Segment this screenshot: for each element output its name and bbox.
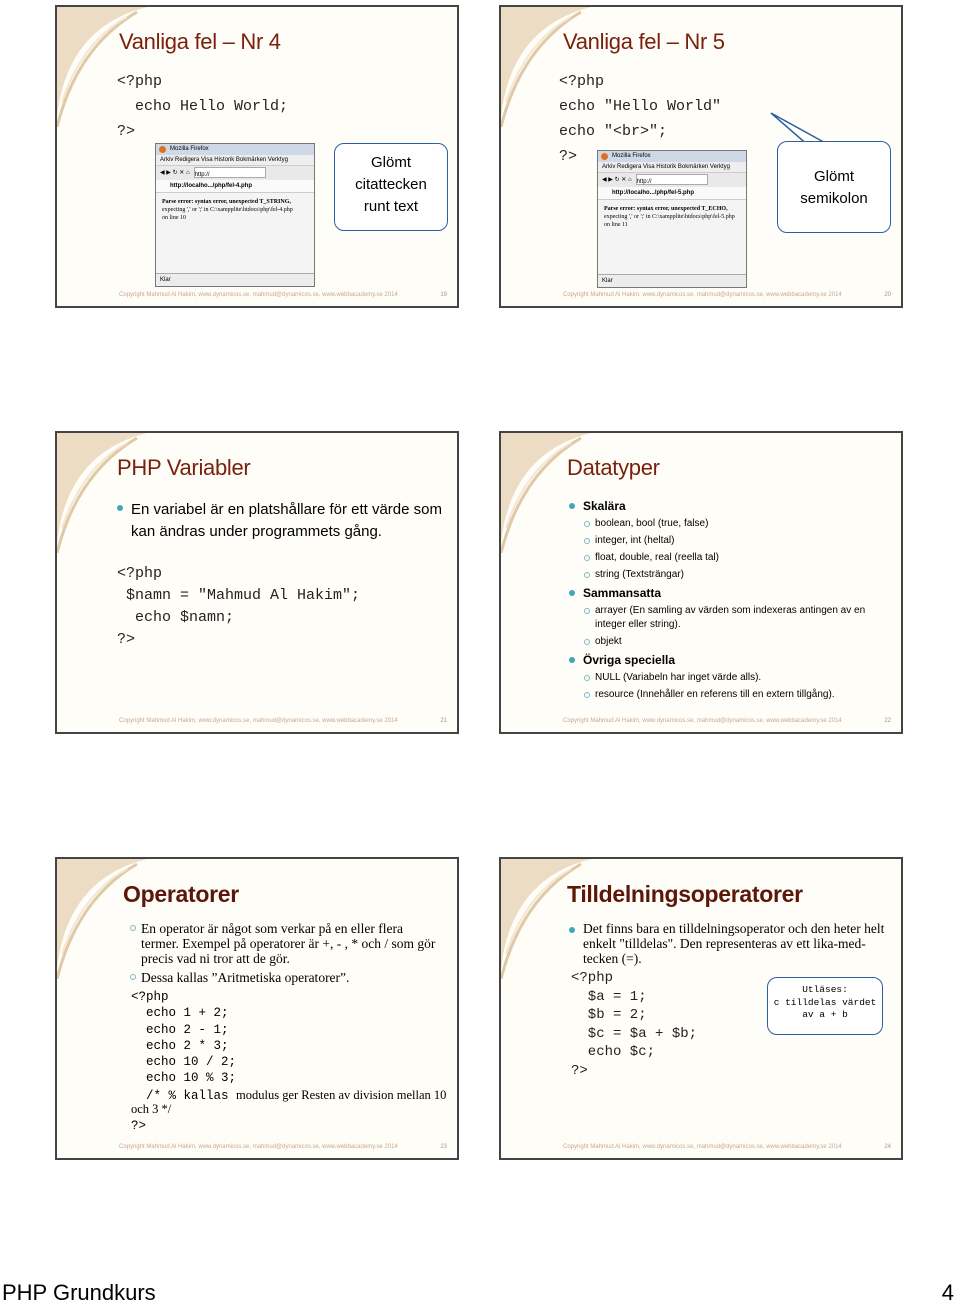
footer: Copyright Mahmud Al Hakim, www.dynamicos.se, mahmud@dynamicos.se, www.webbacademy.se 2014 [119,292,398,298]
callout: Utläses: c tilldelas värdet av a + b [767,977,883,1035]
slide-24 [499,857,903,1160]
bullet-list [131,499,451,543]
slide-number: 21 [440,718,447,724]
firefox-icon [601,153,608,160]
code-block: <?php echo Hello World; ?> [117,73,289,140]
footer: Copyright Mahmud Al Hakim, www.dynamicos.se, mahmud@dynamicos.se, www.webbacademy.se 2014 [119,718,398,724]
slide-number: 19 [440,292,447,298]
footer: Copyright Mahmud Al Hakim, www.dynamicos.se, mahmud@dynamicos.se, www.webbacademy.se 2014 [563,718,842,724]
list-item: boolean, bool (true, false) [595,517,883,531]
slide-number: 23 [440,1144,447,1150]
code-block: <?php echo 1 + 2; echo 2 - 1; echo 2 * 3; echo 10 / 2; echo 10 % 3; /* % kallas modulus ger Resten av division mellan 10 och 3 */ ?> [131,990,447,1133]
error-message: Parse error: syntax error, unexpected T_STRING, expecting ',' or ';' in C:\xampplite\htdocs\php\fel-4.php on line 10 [162,199,293,221]
url-field: http:// [636,174,708,185]
datatype-list [583,497,883,702]
group-heading: Sammansatta [583,584,883,602]
callout: Glömt citattecken runt text [334,143,448,231]
code-block: <?php $namn = "Mahmud Al Hakim"; echo $namn; ?> [117,565,361,648]
list-item: integer, int (heltal) [595,534,883,548]
list-item: float, double, real (reella tal) [595,551,883,565]
list-item: En variabel är en platshållare för ett värde som kan ändras under programmets gång. [131,499,451,543]
browser-screenshot: Mozilla Firefox Arkiv Redigera Visa Historik Bokmärken Verktyg ◀ ▶ ↻ ✕ ⌂ http:// http://localho.../php/fel-4.php Parse error: syntax error, unexpected T_STRING, expecting ',' or ';' in C:\xampplite\htdocs\php\fel-4.php on line 10 Klar [155,143,315,287]
slide-19 [55,5,459,308]
group-heading: Övriga speciella [583,651,883,669]
page-number: 4 [941,1280,954,1305]
slide-20 [499,5,903,308]
list-item: NULL (Variabeln har inget värde alls). [595,671,883,685]
slide-21 [55,431,459,734]
slide-title: Vanliga fel – Nr 5 [563,29,725,54]
footer: Copyright Mahmud Al Hakim, www.dynamicos.se, mahmud@dynamicos.se, www.webbacademy.se 2014 [563,1144,842,1150]
slide-title: Operatorer [123,881,239,907]
code-block: <?php echo "Hello World" echo "<br>"; ?> [559,73,722,165]
swirl-decoration-icon [501,859,591,979]
document-title: PHP Grundkurs [2,1280,156,1305]
list-item: arrayer (En samling av värden som indexeras antingen av en integer eller string). [595,604,883,632]
slide-title: PHP Variabler [117,455,251,480]
error-message: Parse error: syntax error, unexpected T_ECHO, expecting ',' or ';' in C:\xampplite\htdocs\php\fel-5.php on line 11 [604,206,735,228]
slide-number: 24 [884,1144,891,1150]
list-item: objekt [595,635,883,649]
url-field: http:// [194,167,266,178]
bullet-list [583,921,889,966]
nav-arrows-icon: ◀ ▶ ↻ ✕ ⌂ [160,170,190,176]
slide-22 [499,431,903,734]
list-item: string (Textsträngar) [595,568,883,582]
swirl-decoration-icon [57,859,147,979]
callout: Glömt semikolon [777,141,891,233]
slide-title: Tilldelningsoperatorer [567,881,803,907]
list-item: resource (Innehåller en referens till en extern tillgång). [595,688,883,702]
footer: Copyright Mahmud Al Hakim, www.dynamicos.se, mahmud@dynamicos.se, www.webbacademy.se 2014 [119,1144,398,1150]
slide-title: Vanliga fel – Nr 4 [119,29,281,54]
slide-23 [55,857,459,1160]
list-item: Det finns bara en tilldelningsoperator och den heter helt enkelt "tilldelas". Den representeras av ett lika-med-tecken (=). [583,921,889,966]
group-heading: Skalära [583,497,883,515]
bullet-list [141,921,441,985]
firefox-icon [159,146,166,153]
browser-screenshot: Mozilla Firefox Arkiv Redigera Visa Historik Bokmärken Verktyg ◀ ▶ ↻ ✕ ⌂ http:// http://localho.../php/fel-5.php Parse error: syntax error, unexpected T_ECHO, expecting ',' or ';' in C:\xampplite\htdocs\php\fel-5.php on line 11 Klar [597,150,747,288]
list-item: En operator är något som verkar på en eller flera termer. Exempel på operatorer är +, - , * och / som gör precis vad ni tror att de gör. [141,921,441,966]
slide-number: 20 [884,292,891,298]
slide-title: Datatyper [567,455,660,480]
slide-number: 22 [884,718,891,724]
swirl-decoration-icon [501,433,591,553]
code-block: <?php $a = 1; $b = 2; $c = $a + $b; echo $c; ?> [571,970,698,1079]
list-item: Dessa kallas ”Aritmetiska operatorer”. [141,970,441,985]
footer: Copyright Mahmud Al Hakim, www.dynamicos.se, mahmud@dynamicos.se, www.webbacademy.se 2014 [563,292,842,298]
nav-arrows-icon: ◀ ▶ ↻ ✕ ⌂ [602,177,632,183]
